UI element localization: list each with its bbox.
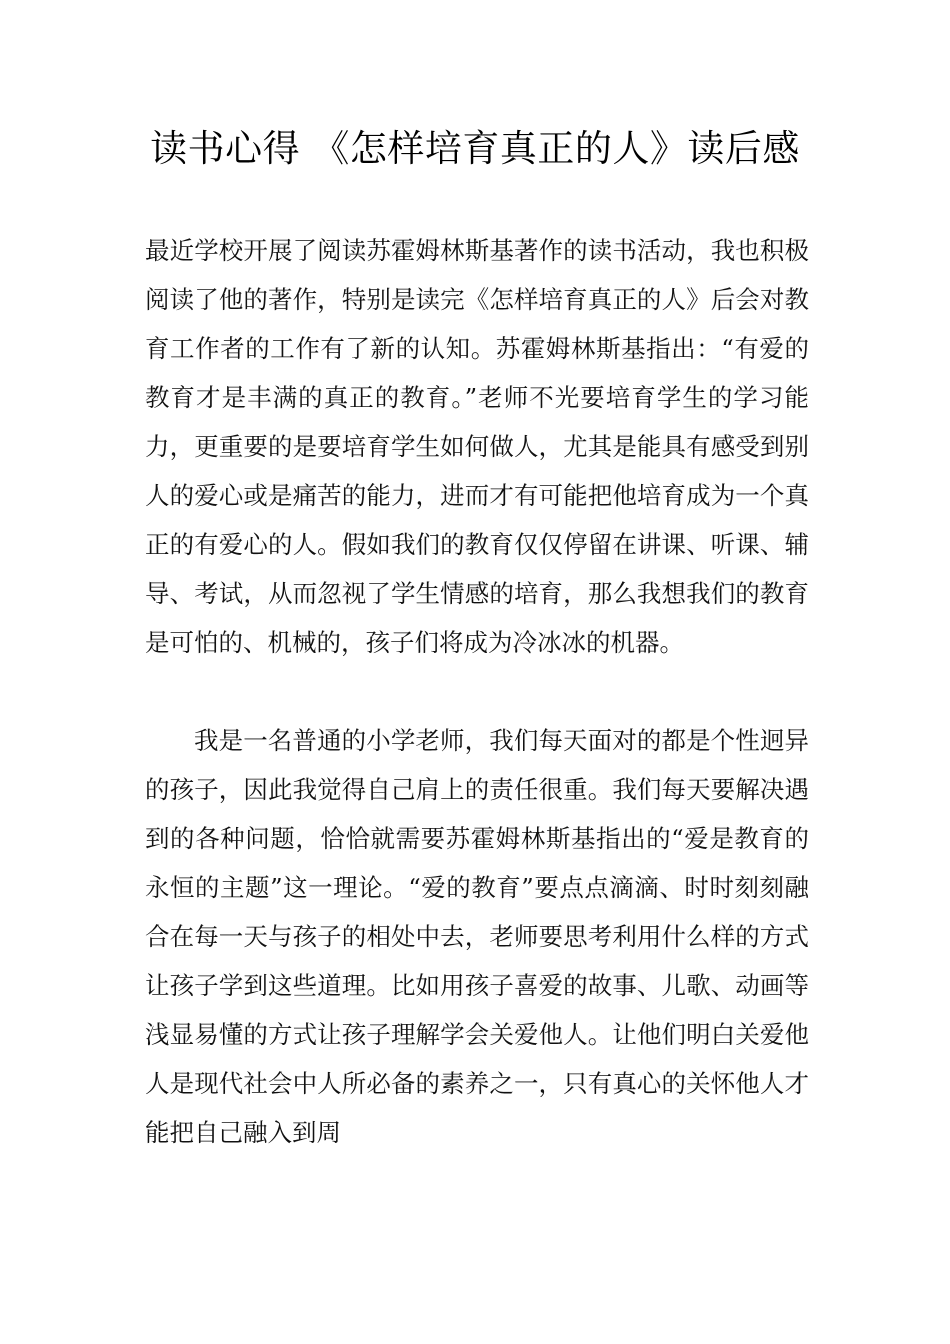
document-body xyxy=(145,226,809,1157)
paragraph-1: 最近学校开展了阅读苏霍姆林斯基著作的读书活动，我也积极阅读了他的著作，特别是读完《怎样培育真正的人》后会对教育工作者的工作有了新的认知。苏霍姆林斯基指出：“有爱的教育才是丰满的真正的教育。”老师不光要培育学生的学习能力，更重要的是要培育学生如何做人，尤其是能具有感受到别人的爱心或是痛苦的能力，进而才有可能把他培育成为一个真正的有爱心的人。假如我们的教育仅仅停留在讲课、听课、辅导、考试，从而忽视了学生情感的培育，那么我想我们的教育是可怕的、机械的，孩子们将成为冷冰冰的机器。 xyxy=(145,236,809,657)
document-title: 读书心得 《怎样培育真正的人》读后感 xyxy=(150,127,800,170)
paragraph-2: 我是一名普通的小学老师，我们每天面对的都是个性迥异的孩子，因此我觉得自己肩上的责任很重。我们每天要解决遇到的各种问题，恰恰就需要苏霍姆林斯基指出的“爱是教育的永恒的主题”这一理论。“爱的教育”要点点滴滴、时时刻刻融合在每一天与孩子的相处中去，老师要思考利用什么样的方式让孩子学到这些道理。比如用孩子喜爱的故事、儿歌、动画等浅显易懂的方式让孩子理解学会关爱他人。让他们明白关爱他人是现代社会中人所必备的素养之一，只有真心的关怀他人才能把自己融入到周 xyxy=(145,726,809,1147)
